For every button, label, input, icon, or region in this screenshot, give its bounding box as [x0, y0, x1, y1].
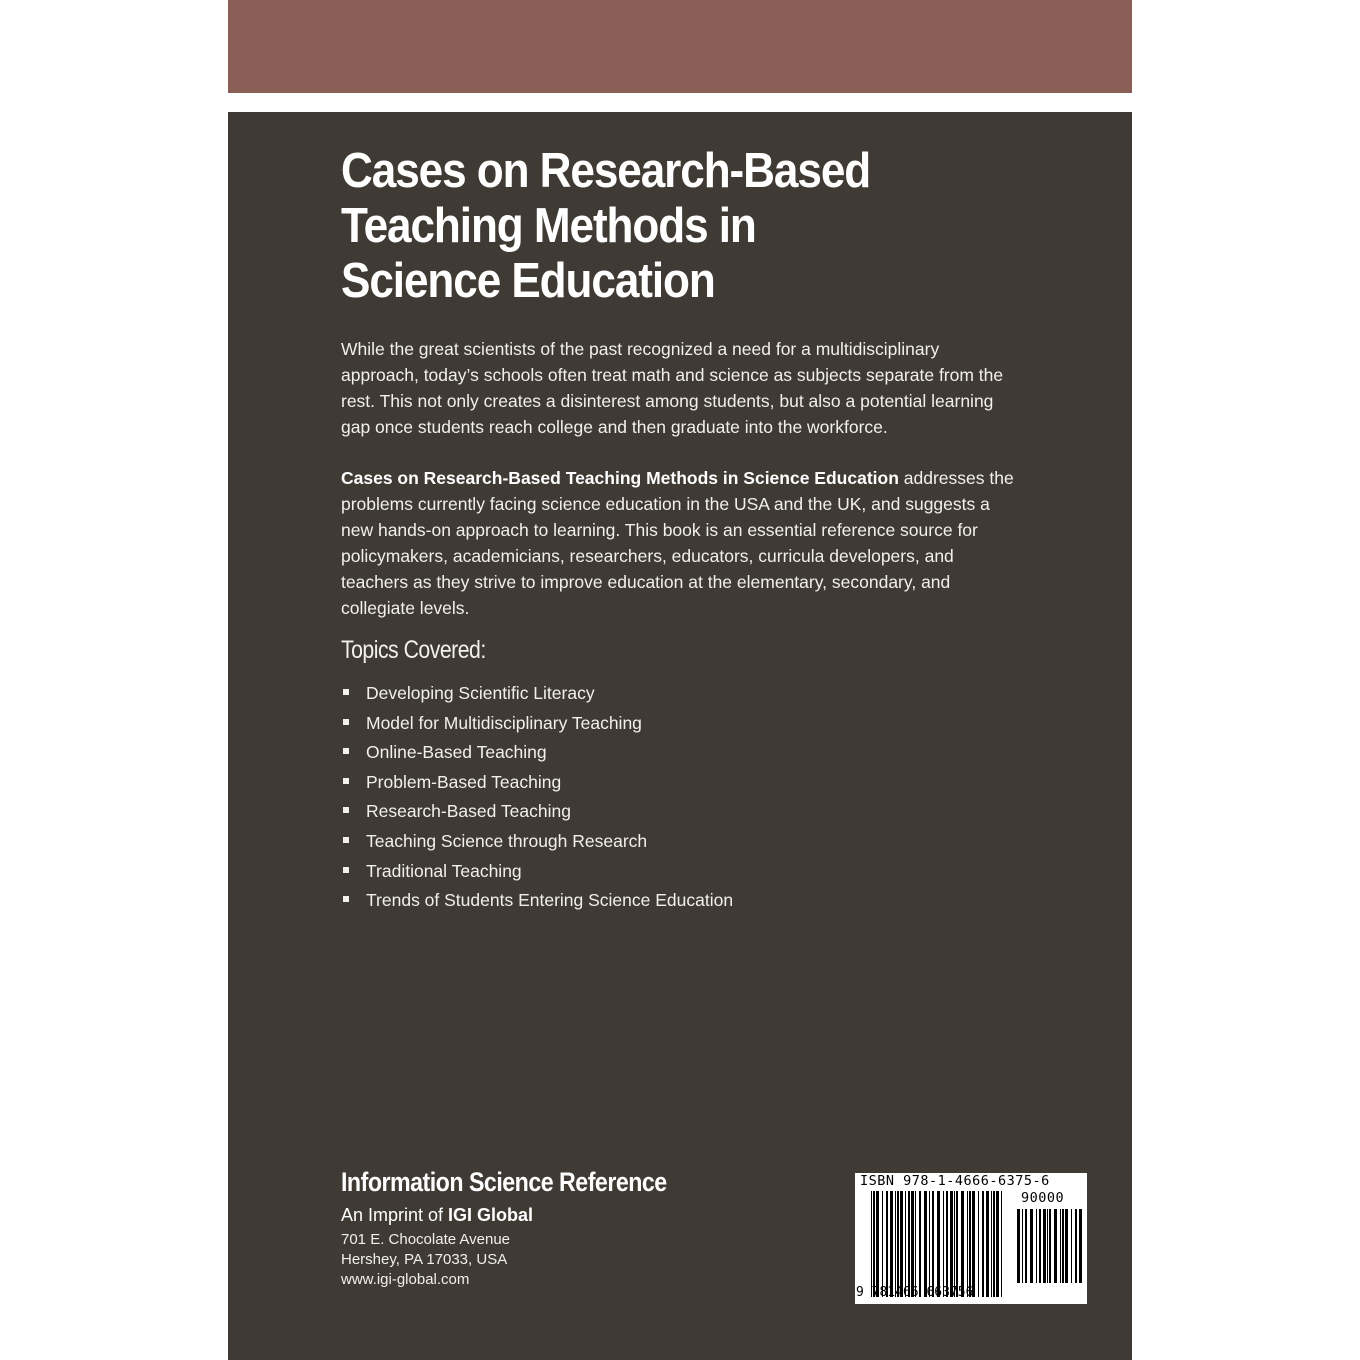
- barcode-stripe: [1047, 1209, 1048, 1283]
- bullet-icon: [343, 837, 349, 843]
- barcode-stripe: [993, 1191, 995, 1297]
- isbn-text: ISBN 978-1-4666-6375-6: [860, 1173, 1050, 1189]
- barcode-stripe: [954, 1191, 955, 1297]
- barcode-stripe: [876, 1191, 879, 1297]
- bullet-icon: [343, 896, 349, 902]
- topic-item: [341, 680, 733, 710]
- topic-label: Traditional Teaching: [366, 860, 522, 881]
- topic-item: [341, 739, 733, 769]
- topic-label: Developing Scientific Literacy: [366, 683, 595, 703]
- barcode-stripe: [1060, 1209, 1061, 1283]
- address-street: 701 E. Chocolate Avenue: [341, 1231, 511, 1248]
- barcode-stripe: [950, 1191, 953, 1297]
- barcode-stripe: [919, 1191, 921, 1297]
- barcode-stripe: [1071, 1209, 1072, 1283]
- topic-label: Teaching Science through Research: [366, 830, 648, 851]
- topics-heading: Topics Covered:: [341, 636, 486, 664]
- bullet-icon: [343, 719, 349, 725]
- barcode-stripe: [1054, 1209, 1057, 1283]
- barcode-stripe: [1075, 1209, 1077, 1283]
- barcode-stripe: [943, 1191, 944, 1297]
- topic-label: Model for Multidisciplinary Teaching: [366, 712, 642, 733]
- topic-label: Online-Based Teaching: [366, 742, 547, 763]
- barcode-stripe: [886, 1191, 888, 1297]
- topic-label: Research-Based Teaching: [366, 801, 571, 822]
- barcode-stripe: [1039, 1209, 1041, 1283]
- barcode-stripe: [1022, 1209, 1023, 1283]
- barcode-stripe: [1065, 1209, 1068, 1283]
- topic-item: [341, 858, 733, 888]
- barcode-stripe: [905, 1191, 906, 1297]
- barcode-stripe: [911, 1191, 914, 1297]
- topics-list: [341, 680, 733, 917]
- barcode-stripe: [1062, 1209, 1064, 1283]
- parent-publisher: IGI Global: [448, 1205, 534, 1225]
- barcode-stripe: [969, 1191, 971, 1297]
- topic-item: [341, 887, 733, 917]
- barcode-stripe: [986, 1191, 989, 1297]
- imprint-name: Information Science Reference: [341, 1167, 667, 1197]
- barcode-stripe: [924, 1191, 927, 1297]
- barcode-stripe: [1030, 1209, 1033, 1283]
- barcode-stripe: [1001, 1191, 1002, 1297]
- bullet-icon: [343, 807, 349, 813]
- intro-paragraph: While the great scientists of the past recognized a need for a multidisciplinary approach, today’s schools often treat math and science as subjects separate from the rest. This not only creates a disinterest among students, but also a potential learning gap once students reach college and then graduate into the workforce.: [341, 339, 1004, 437]
- addon-code: 90000: [1021, 1190, 1065, 1206]
- topic-item: [341, 798, 733, 828]
- description-text: addresses the problems currently facing science education in the USA and the UK, and suggests a new hands-on approach to learning. This book is an essential reference source for policymakers, academicians, researchers, educators, curricula developers, and teachers as they strive to improve education at the elementary, secondary, and collegiate levels.: [341, 468, 1014, 618]
- barcode-stripe: [1017, 1209, 1020, 1283]
- back-cover: [228, 112, 1132, 1360]
- description-book-title: Cases on Research-Based Teaching Methods in Science Education: [341, 468, 899, 488]
- barcode-stripe: [882, 1191, 883, 1297]
- description-paragraph: [341, 465, 1021, 621]
- title-line-1: Cases on Research-Based: [341, 144, 871, 198]
- barcode-stripe: [895, 1191, 896, 1297]
- barcode-stripe: [982, 1191, 984, 1297]
- barcode-stripe: [972, 1191, 975, 1297]
- barcode-stripe: [1043, 1209, 1046, 1283]
- bullet-icon: [343, 748, 349, 754]
- barcode-stripe: [1049, 1209, 1051, 1283]
- title-line-2: Teaching Methods in: [341, 199, 756, 253]
- barcode-stripe: [1025, 1209, 1027, 1283]
- barcode-stripe: [991, 1191, 992, 1297]
- ean-digits: 9 781466 663756: [856, 1285, 974, 1300]
- barcode-stripe: [961, 1191, 964, 1297]
- imprint-of-prefix: An Imprint of: [341, 1205, 449, 1225]
- topic-label: Problem-Based Teaching: [366, 771, 562, 792]
- top-color-band: [228, 0, 1132, 93]
- bullet-icon: [343, 867, 349, 873]
- topic-label: Trends of Students Entering Science Education: [366, 890, 734, 911]
- barcode-stripe: [900, 1191, 903, 1297]
- barcode-stripe: [897, 1191, 899, 1297]
- topic-item: [341, 828, 733, 858]
- barcode-stripe: [996, 1191, 999, 1297]
- barcode-stripe: [1036, 1209, 1037, 1283]
- topic-item: [341, 769, 733, 799]
- barcode-stripe: [929, 1191, 930, 1297]
- barcode-stripe: [956, 1191, 958, 1297]
- barcode-stripe: [871, 1191, 872, 1297]
- barcode-stripe: [946, 1191, 948, 1297]
- barcode-stripe: [978, 1191, 979, 1297]
- barcode-stripe: [932, 1191, 934, 1297]
- book-title: [341, 144, 899, 309]
- address-city: Hershey, PA 17033, USA: [341, 1251, 508, 1268]
- bullet-icon: [343, 689, 349, 695]
- publisher-website: www.igi-global.com: [341, 1271, 470, 1288]
- isbn-barcode: [855, 1173, 1087, 1304]
- topic-item: [341, 710, 733, 740]
- barcode-stripe: [1079, 1209, 1082, 1283]
- barcode-stripe: [967, 1191, 968, 1297]
- bullet-icon: [343, 778, 349, 784]
- barcode-stripe: [873, 1191, 875, 1297]
- barcode-stripe: [908, 1191, 910, 1297]
- title-line-3: Science Education: [341, 254, 715, 308]
- imprint-of-line: [341, 1205, 533, 1226]
- barcode-stripe: [890, 1191, 893, 1297]
- barcode-stripe: [937, 1191, 940, 1297]
- barcode-stripe: [915, 1191, 916, 1297]
